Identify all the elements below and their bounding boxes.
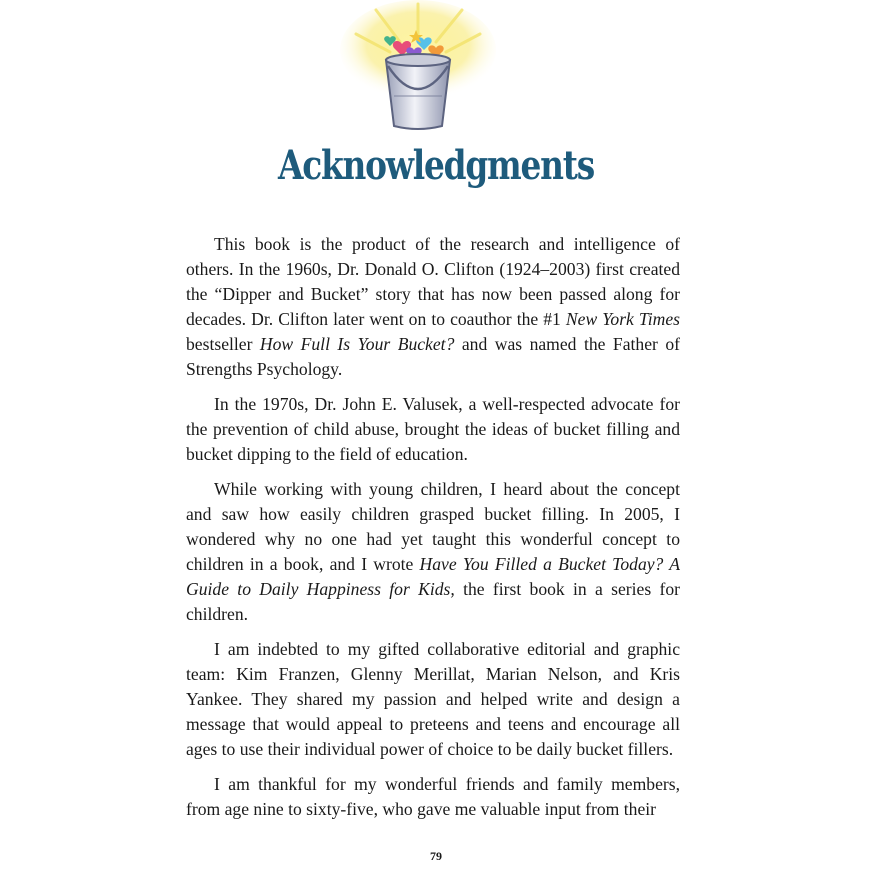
paragraph-text: and was named the Father of Strengths Psychology. [186, 334, 680, 379]
paragraph [186, 232, 680, 382]
bucket-of-hearts-icon [338, 0, 498, 140]
paragraph [186, 477, 680, 627]
paragraph-text: the first book in a series for children. [186, 579, 680, 624]
italic-title: How Full Is Your Bucket? [259, 334, 455, 354]
page-number: 79 [430, 849, 442, 863]
page-heading: Acknowledgments [278, 142, 594, 189]
italic-title: Have You Filled a Bucket Today? A Guide to Daily Happiness for Kids, [186, 554, 680, 599]
paragraph [186, 637, 680, 762]
paragraph-text: I am thankful for my wonderful friends and family members, from age nine to sixty-five, who gave me valuable input from their [186, 774, 680, 819]
paragraph [186, 772, 680, 822]
paragraph-text: This book is the product of the research and intelligence of others. In the 1960s, Dr. Donald O. Clifton (1924–2003) first created the “Dipper and Bucket” story that has now been passed along for decades. Dr. Clifton later went on to coauthor the #1 [186, 234, 680, 329]
paragraph-text: In the 1970s, Dr. John E. Valusek, a well-respected advocate for the prevention of child abuse, brought the ideas of bucket filling and bucket dipping to the field of education. [186, 394, 680, 464]
paragraph-text: bestseller [186, 334, 260, 354]
body-text [186, 232, 680, 832]
paragraph-text: I am indebted to my gifted collaborative editorial and graphic team: Kim Franzen, Glenny Merillat, Marian Nelson, and Kris Yankee. They shared my passion and helped write and design a message that would appeal to preteens and teens and encourage all ages to use their individual power of choice to be daily bucket fillers. [186, 639, 680, 759]
paragraph-text: While working with young children, I heard about the concept and saw how easily children grasped bucket filling. In 2005, I wondered why no one had yet taught this wonderful concept to children in a book, and I wrote [186, 479, 680, 574]
paragraph [186, 392, 680, 467]
italic-title: New York Times [565, 309, 680, 329]
